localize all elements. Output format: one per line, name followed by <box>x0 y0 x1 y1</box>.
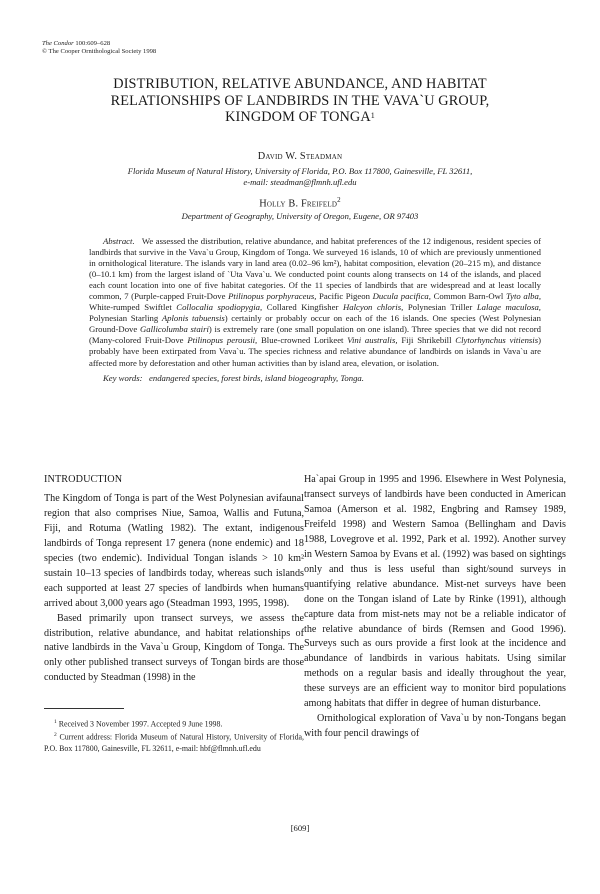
footnote-1: $^1$ Received 3 November 1997. Accepted 9 June 1998. <box>54 719 223 729</box>
abstract <box>89 236 541 384</box>
journal-citation: 100:609–628 <box>75 40 111 47</box>
author-2-affiliation: Department of Geography, University of Oregon, Eugene, OR 97403 <box>181 211 419 221</box>
author-2-name: Holly B. Freifeld$^2$ <box>259 196 341 210</box>
author-2-footnote-mark: 2 <box>337 196 341 204</box>
title-footnote-mark: 1 <box>370 111 375 121</box>
article-title <box>40 76 560 126</box>
paragraph: Ornithological exploration of Vava`u by non-Tongans began with four pencil drawings of <box>304 713 566 740</box>
keywords <box>89 373 541 384</box>
author-1-name: David W. Steadman <box>257 151 343 162</box>
title-line-2: RELATIONSHIPS OF LANDBIRDS IN THE VAVA`U GROUP, <box>110 92 490 109</box>
title-line-1: DISTRIBUTION, RELATIVE ABUNDANCE, AND HABITAT <box>113 76 487 92</box>
paragraph: Ha`apai Group in 1995 and 1996. Elsewhere in West Polynesia, transect surveys of landbirds have been conducted in American Samoa (Amerson et al. 1982, Engbring and Ramsey 1989, Freifeld 1998) and Western Samoa (Bellingham and Davis 1988, Lovegrove et al. 1992, Park et al. 1992). Another survey in Western Samoa by Evans et al. (1992) was based on sightings only and thus is less useful than sight/sound surveys in quantifying relative abundance. Mist-net surveys have been done on the Tongan island of Late by Rinke (1991), although capture data from mist-nets may not be a reliable indicator of the relative abundance of birds (Remsen and Good 1996). Surveys such as ours provide a first look at the incidence and abundance of landbirds in various habitats. Using similar methods on a regular basis and ideally throughout the year, these surveys are an efficient way to monitor bird populations among habitats that differ in degree of human disturbance. <box>304 474 566 710</box>
right-column <box>304 473 566 742</box>
journal-header <box>42 40 156 56</box>
author-1-email: e-mail: steadman@flmnh.ufl.edu <box>243 176 357 187</box>
footnote-divider <box>44 708 124 709</box>
paragraph: Based primarily upon transect surveys, we assess the distribution, relative abundance, and habitat relationships of native landbirds in the Vava`u Group, Kingdom of Tonga. The only other published transect surveys of Tongan birds are those conducted by Steadman (1998) in the <box>44 612 304 684</box>
keywords-text: endangered species, forest birds, island biogeography, Tonga. <box>149 372 364 383</box>
paragraph: The Kingdom of Tonga is part of the West Polynesian avifaunal region that also comprises Niue, Samoa, Wallis and Futuna, Fiji, and Rotuma (Watling 1982). The extant, indigenous landbirds of Tonga represent 17 genera (none endemic) and 18 species (two endemic). Individual Tongan islands > 10 km² sustain 10–13 species of landbirds today, whereas such islands each supported at least 27 species of landbirds when humans arrived about 3,000 years ago (Steadman 1993, 1995, 1998). <box>44 492 304 609</box>
abstract-text: Abstract. We assessed the distribution, relative abundance, and habitat preferences of the 12 indigenous, resident species of landbirds that survive in the Vava`u Group, Kingdom of Tonga. We surveyed 16 islands, 10 of which are previously unmentioned in ornithological literature. The islands vary in land area (0.02–96 km²), habitat composition, elevation (20–215 m), and distance (0–10.1 km) from the largest island of `Uta Vava`u. We conducted point counts along transects on 14 of the islands, and placed each count location into one of five habitat categories. Of the 11 species of landbirds that are widespread and at least locally common, 7 (Purple-capped Fruit-Dove Ptilinopus porphyraceus, Pacific Pigeon Ducula pacifica, Common Barn-Owl Tyto alba, White-rumped Swiftlet Collocalia spodiopygia, Collared Kingfisher Halcyon chloris, Polynesian Triller Lalage maculosa, Polynesian Starling Aplonis tabuensis) certainly or probably occur on each of the 16 islands. One species (West Polynesian Ground-Dove Gallicolumba stairi) is extremely rare (one small population on one island). Three species that we did not record (Many-colored Fruit-Dove Ptilinopus perousii, Blue-crowned Lorikeet Vini australis, Fiji Shrikebill Clytorhynchus vitiensis) probably have been extirpated from Vava`u. The species richness and relative abundance of landbirds on islands in Vava`u are affected more by deforestation and other human activities than by island area, elevation, or isolation. <box>89 236 542 368</box>
author-1-affiliation: Florida Museum of Natural History, University of Florida, P.O. Box 117800, Gainesville, FL 32611, e-mail: steadman@flmnh.ufl.edu <box>0 166 600 187</box>
keywords-label: Key words: <box>103 372 143 383</box>
title-line-3: KINGDOM OF TONGA$^1$ <box>225 109 375 126</box>
left-column <box>44 473 304 754</box>
abstract-label: Abstract. <box>103 236 135 246</box>
page-number: [609] <box>290 823 310 833</box>
footnote-2: $^2$ Current address: Florida Museum of Natural History, University of Florida, P.O. Box 117800, Gainesville, FL 32611, e-mail: hbf@flmnh.ufl.edu <box>44 732 304 753</box>
copyright-line: © The Cooper Ornithological Society 1998 <box>42 48 157 55</box>
journal-name: The Condor <box>42 40 74 47</box>
section-heading-introduction: INTRODUCTION <box>44 474 123 485</box>
